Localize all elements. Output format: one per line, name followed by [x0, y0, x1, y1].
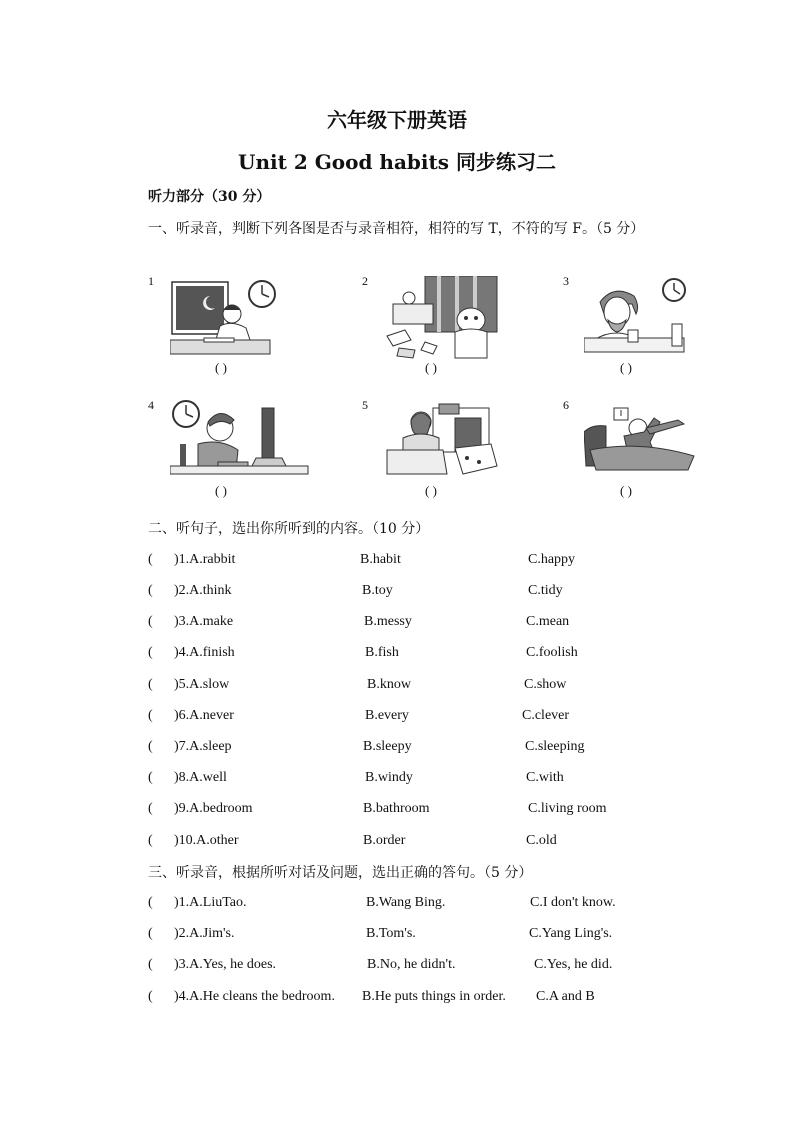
option-a: )2.A.think: [174, 583, 232, 598]
option-b: B.No, he didn't.: [367, 957, 456, 972]
answer-paren[interactable]: (: [148, 833, 153, 848]
option-c: C.mean: [526, 614, 570, 629]
option-b: B.toy: [362, 583, 393, 598]
man-waking-up-picture: [584, 406, 696, 472]
option-c: C.Yes, he did.: [534, 957, 613, 972]
answer-paren[interactable]: (: [148, 801, 153, 816]
question-row: [148, 833, 668, 853]
answer-blank[interactable]: ( ): [425, 483, 437, 498]
answer-blank[interactable]: ( ): [215, 360, 227, 375]
option-a: )1.A.rabbit: [174, 552, 236, 567]
option-a: )1.A.LiuTao.: [174, 895, 247, 910]
picture-number: 4: [148, 398, 154, 412]
messy-room-pig-picture: [385, 276, 501, 360]
option-a: )2.A.Jim's.: [174, 926, 235, 941]
option-b: B.He puts things in order.: [362, 989, 506, 1004]
worksheet-subtitle: Unit 2 Good habits 同步练习二: [238, 150, 556, 174]
option-c: C.living room: [528, 801, 607, 816]
old-man-eating-picture: [584, 278, 694, 356]
question-row: [148, 677, 668, 697]
option-b: B.messy: [364, 614, 412, 629]
option-a: )8.A.well: [174, 770, 227, 785]
section1-instruction: 一、听录音，判断下列各图是否与录音相符，相符的写 T，不符的写 F。（5 分）: [148, 221, 645, 237]
option-c: C.I don't know.: [530, 895, 616, 910]
answer-paren[interactable]: (: [148, 645, 153, 660]
boy-at-computer-picture: [170, 400, 310, 476]
picture-number: 2: [362, 274, 368, 288]
option-c: C.Yang Ling's.: [529, 926, 613, 941]
option-b: B.Wang Bing.: [366, 895, 446, 910]
option-c: C.foolish: [526, 645, 578, 660]
listening-part-heading: 听力部分（30 分）: [148, 189, 271, 205]
girl-at-desk-picture: [385, 402, 499, 476]
question-row: [148, 614, 668, 634]
option-b: B.every: [365, 708, 409, 723]
option-a: )6.A.never: [174, 708, 234, 723]
answer-paren[interactable]: (: [148, 708, 153, 723]
picture-number: 6: [563, 398, 569, 412]
picture-number: 3: [563, 274, 569, 288]
option-b: B.habit: [360, 552, 401, 567]
answer-blank[interactable]: ( ): [620, 360, 632, 375]
answer-paren[interactable]: (: [148, 552, 153, 567]
option-a: )3.A.make: [174, 614, 234, 629]
option-a: )4.A.finish: [174, 645, 235, 660]
answer-blank[interactable]: ( ): [425, 360, 437, 375]
option-b: B.Tom's.: [366, 926, 416, 941]
answer-blank[interactable]: ( ): [215, 483, 227, 498]
answer-paren[interactable]: (: [148, 739, 153, 754]
option-b: B.bathroom: [363, 801, 430, 816]
answer-paren[interactable]: (: [148, 989, 153, 1004]
option-a: )5.A.slow: [174, 677, 230, 692]
question-row: [148, 708, 668, 728]
worksheet-title: 六年级下册英语: [327, 108, 467, 132]
option-b: B.sleepy: [363, 739, 412, 754]
answer-paren[interactable]: (: [148, 614, 153, 629]
question-row: [148, 645, 668, 665]
option-c: C.sleeping: [525, 739, 585, 754]
option-a: )7.A.sleep: [174, 739, 232, 754]
answer-blank[interactable]: ( ): [620, 483, 632, 498]
section3-instruction: 三、听录音，根据所听对话及问题，选出正确的答句。（5 分）: [148, 865, 533, 881]
question-row: [148, 957, 668, 977]
option-b: B.order: [363, 833, 406, 848]
option-c: C.tidy: [528, 583, 563, 598]
question-row: [148, 926, 668, 946]
question-row: [148, 552, 668, 572]
option-c: C.happy: [528, 552, 576, 567]
question-row: [148, 989, 668, 1009]
option-b: B.know: [367, 677, 411, 692]
option-a: )9.A.bedroom: [174, 801, 253, 816]
option-a: )4.A.He cleans the bedroom.: [174, 989, 335, 1004]
question-row: [148, 739, 668, 759]
option-c: C.old: [526, 833, 557, 848]
answer-paren[interactable]: (: [148, 926, 153, 941]
boy-writing-at-night-picture: [170, 278, 280, 358]
option-a: )3.A.Yes, he does.: [174, 957, 277, 972]
option-a: )10.A.other: [174, 833, 239, 848]
option-c: C.clever: [522, 708, 570, 723]
option-c: C.show: [524, 677, 567, 692]
question-row: [148, 583, 668, 603]
option-b: B.fish: [365, 645, 399, 660]
answer-paren[interactable]: (: [148, 770, 153, 785]
section2-instruction: 二、听句子，选出你所听到的内容。（10 分）: [148, 521, 430, 537]
question-row: [148, 801, 668, 821]
question-row: [148, 770, 668, 790]
option-c: C.A and B: [536, 989, 595, 1004]
question-row: [148, 895, 668, 915]
answer-paren[interactable]: (: [148, 957, 153, 972]
answer-paren[interactable]: (: [148, 895, 153, 910]
answer-paren[interactable]: (: [148, 677, 153, 692]
option-c: C.with: [526, 770, 564, 785]
picture-number: 5: [362, 398, 368, 412]
option-b: B.windy: [365, 770, 413, 785]
picture-number: 1: [148, 274, 154, 288]
answer-paren[interactable]: (: [148, 583, 153, 598]
